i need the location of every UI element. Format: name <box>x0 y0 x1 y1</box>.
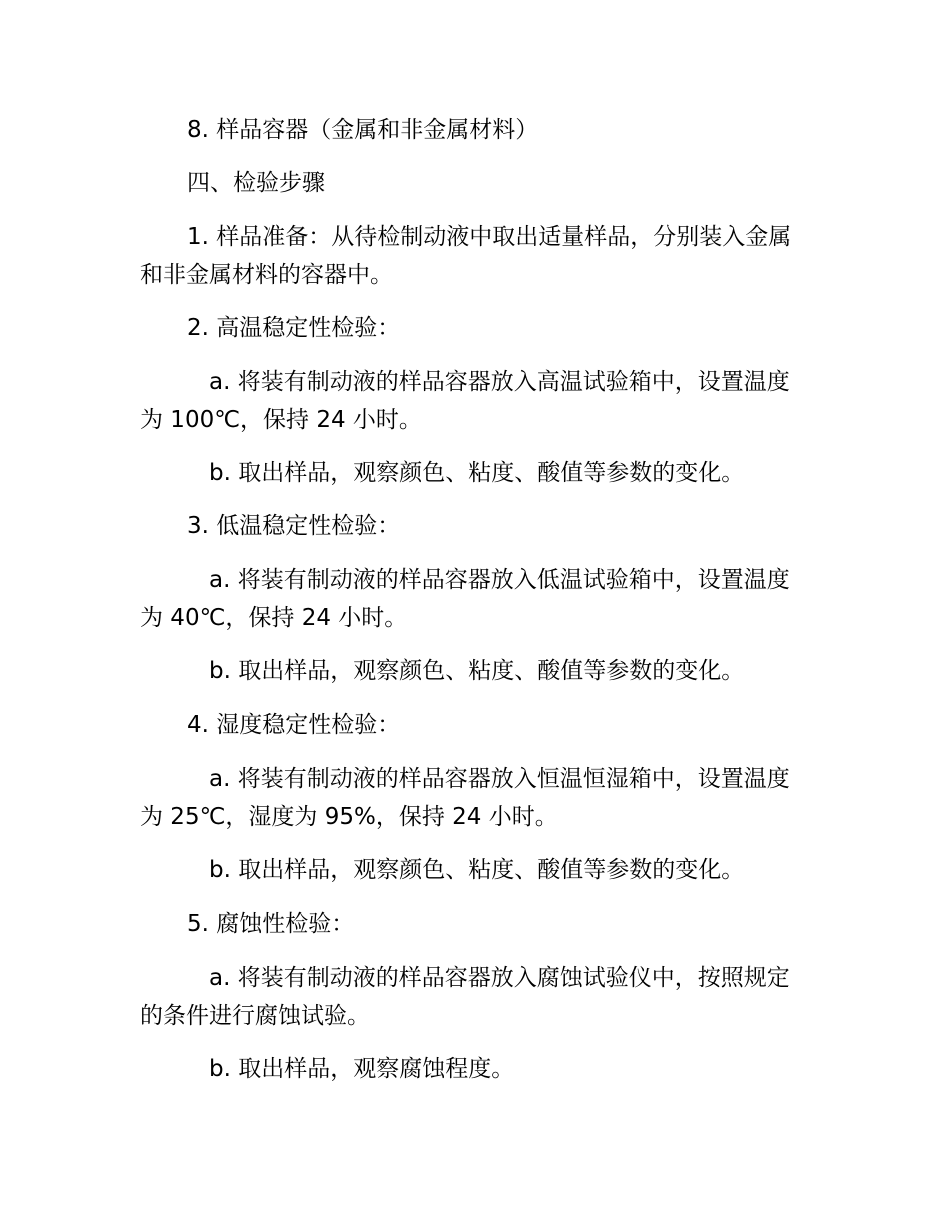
step-sample-preparation: 1. 样品准备：从待检制动液中取出适量样品，分别装入金属和非金属材料的容器中。 <box>140 224 792 288</box>
high-temp-substep-b: b. 取出样品，观察颜色、粘度、酸值等参数的变化。 <box>209 460 745 486</box>
humidity-substep-b: b. 取出样品，观察颜色、粘度、酸值等参数的变化。 <box>209 857 745 883</box>
corrosion-substep-b: b. 取出样品，观察腐蚀程度。 <box>209 1056 515 1082</box>
step-humidity-heading: 4. 湿度稳定性检验： <box>187 712 401 738</box>
section-heading-inspection-steps: 四、检验步骤 <box>187 170 325 196</box>
humidity-substep-a: a. 将装有制动液的样品容器放入恒温恒湿箱中，设置温度为 25℃，湿度为 95%，保持 24 小时。 <box>140 766 790 830</box>
list-item-sample-container: 8. 样品容器（金属和非金属材料） <box>187 117 539 143</box>
high-temp-substep-a: a. 将装有制动液的样品容器放入高温试验箱中，设置温度为 100℃，保持 24 小时。 <box>140 369 790 433</box>
step-corrosion-heading: 5. 腐蚀性检验： <box>187 911 355 937</box>
low-temp-substep-b: b. 取出样品，观察颜色、粘度、酸值等参数的变化。 <box>209 658 745 684</box>
corrosion-substep-a: a. 将装有制动液的样品容器放入腐蚀试验仪中，按照规定的条件进行腐蚀试验。 <box>140 965 790 1029</box>
low-temp-substep-a: a. 将装有制动液的样品容器放入低温试验箱中，设置温度为 40℃，保持 24 小时。 <box>140 567 790 631</box>
step-low-temp-heading: 3. 低温稳定性检验： <box>187 513 401 539</box>
step-high-temp-heading: 2. 高温稳定性检验： <box>187 315 401 341</box>
